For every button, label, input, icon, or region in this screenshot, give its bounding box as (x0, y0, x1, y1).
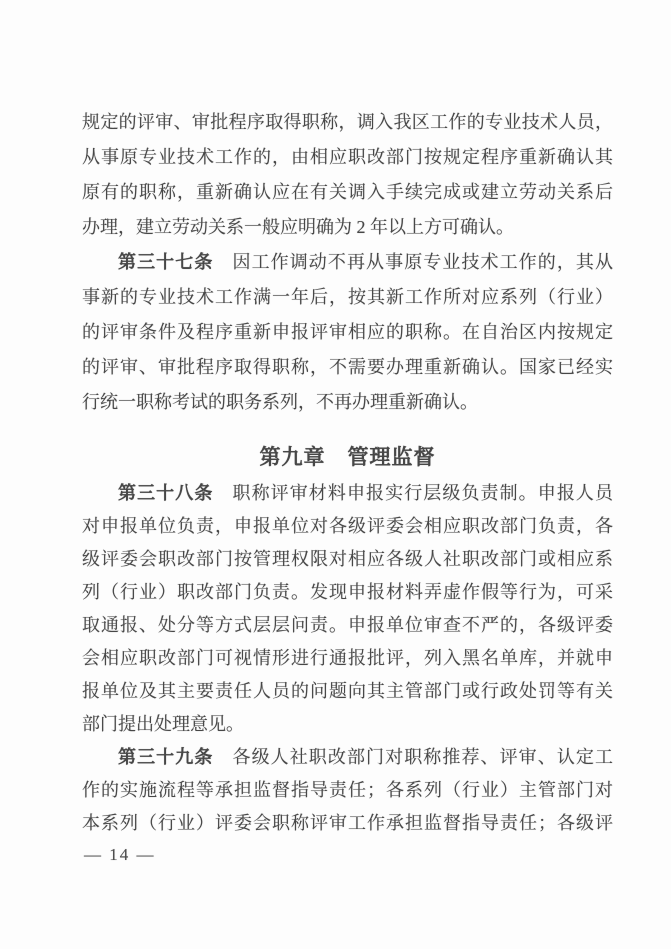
text-line: 的评审、审批程序取得职称，不需要办理重新确认。国家已经实 (82, 357, 613, 377)
text-line: 报单位及其主要责任人员的问题向其主管部门或行政处罚等有关 (82, 681, 613, 701)
text-line: 从事原专业技术工作的，由相应职改部门按规定程序重新确认其 (82, 147, 613, 167)
text-line (82, 741, 613, 774)
text-line (82, 477, 613, 510)
text-line: 本系列（行业）评委会职称评审工作承担监督指导责任；各级评 (82, 813, 613, 833)
text-line: 原有的职称，重新确认应在有关调入手续完成或建立劳动关系后 (82, 182, 613, 202)
paragraph-article-38 (82, 477, 613, 741)
lower-section (82, 477, 613, 840)
article-number: 第三十九条 (118, 747, 214, 767)
paragraph-article-37 (82, 245, 613, 420)
text-line: 取通报、处分等方式层层问责。申报单位审查不严的，各级评委 (82, 615, 613, 635)
text-line: 级评委会职改部门按管理权限对相应各级人社职改部门或相应系 (82, 549, 613, 569)
page-number: — 14 — (84, 845, 156, 864)
text-line (82, 245, 613, 280)
paragraph-continuation (82, 105, 613, 245)
text-line: 作的实施流程等承担监督指导责任；各系列（行业）主管部门对 (82, 780, 613, 800)
text-line: 办理，建立劳动关系一般应明确为 2 年以上方可确认。 (82, 217, 514, 237)
text-line: 规定的评审、审批程序取得职称，调入我区工作的专业技术人员， (82, 112, 613, 132)
article-first-line-text: 因工作调动不再从事原专业技术工作的，其从 (213, 252, 613, 272)
chapter-heading: 第九章 管理监督 (259, 445, 436, 469)
text-line: 行统一职称考试的职务系列，不再办理重新确认。 (82, 392, 478, 412)
paragraph-article-39 (82, 741, 613, 840)
text-line: 对申报单位负责，申报单位对各级评委会相应职改部门负责，各 (82, 516, 613, 536)
article-first-line-text: 职称评审材料申报实行层级负责制。申报人员 (213, 483, 613, 503)
article-number: 第三十七条 (118, 252, 214, 272)
text-line: 列（行业）职改部门负责。发现申报材料弄虚作假等行为，可采 (82, 582, 613, 602)
text-line: 的评审条件及程序重新申报评审相应的职称。在自治区内按规定 (82, 322, 613, 342)
article-number: 第三十八条 (118, 483, 214, 503)
text-line: 部门提出处理意见。 (82, 714, 244, 734)
text-line: 会相应职改部门可视情形进行通报批评，列入黑名单库，并就申 (82, 648, 613, 668)
text-line: 事新的专业技术工作满一年后，按其新工作所对应系列（行业） (82, 287, 613, 307)
document-body (82, 105, 613, 840)
article-first-line-text: 各级人社职改部门对职称推荐、评审、认定工 (213, 747, 613, 767)
